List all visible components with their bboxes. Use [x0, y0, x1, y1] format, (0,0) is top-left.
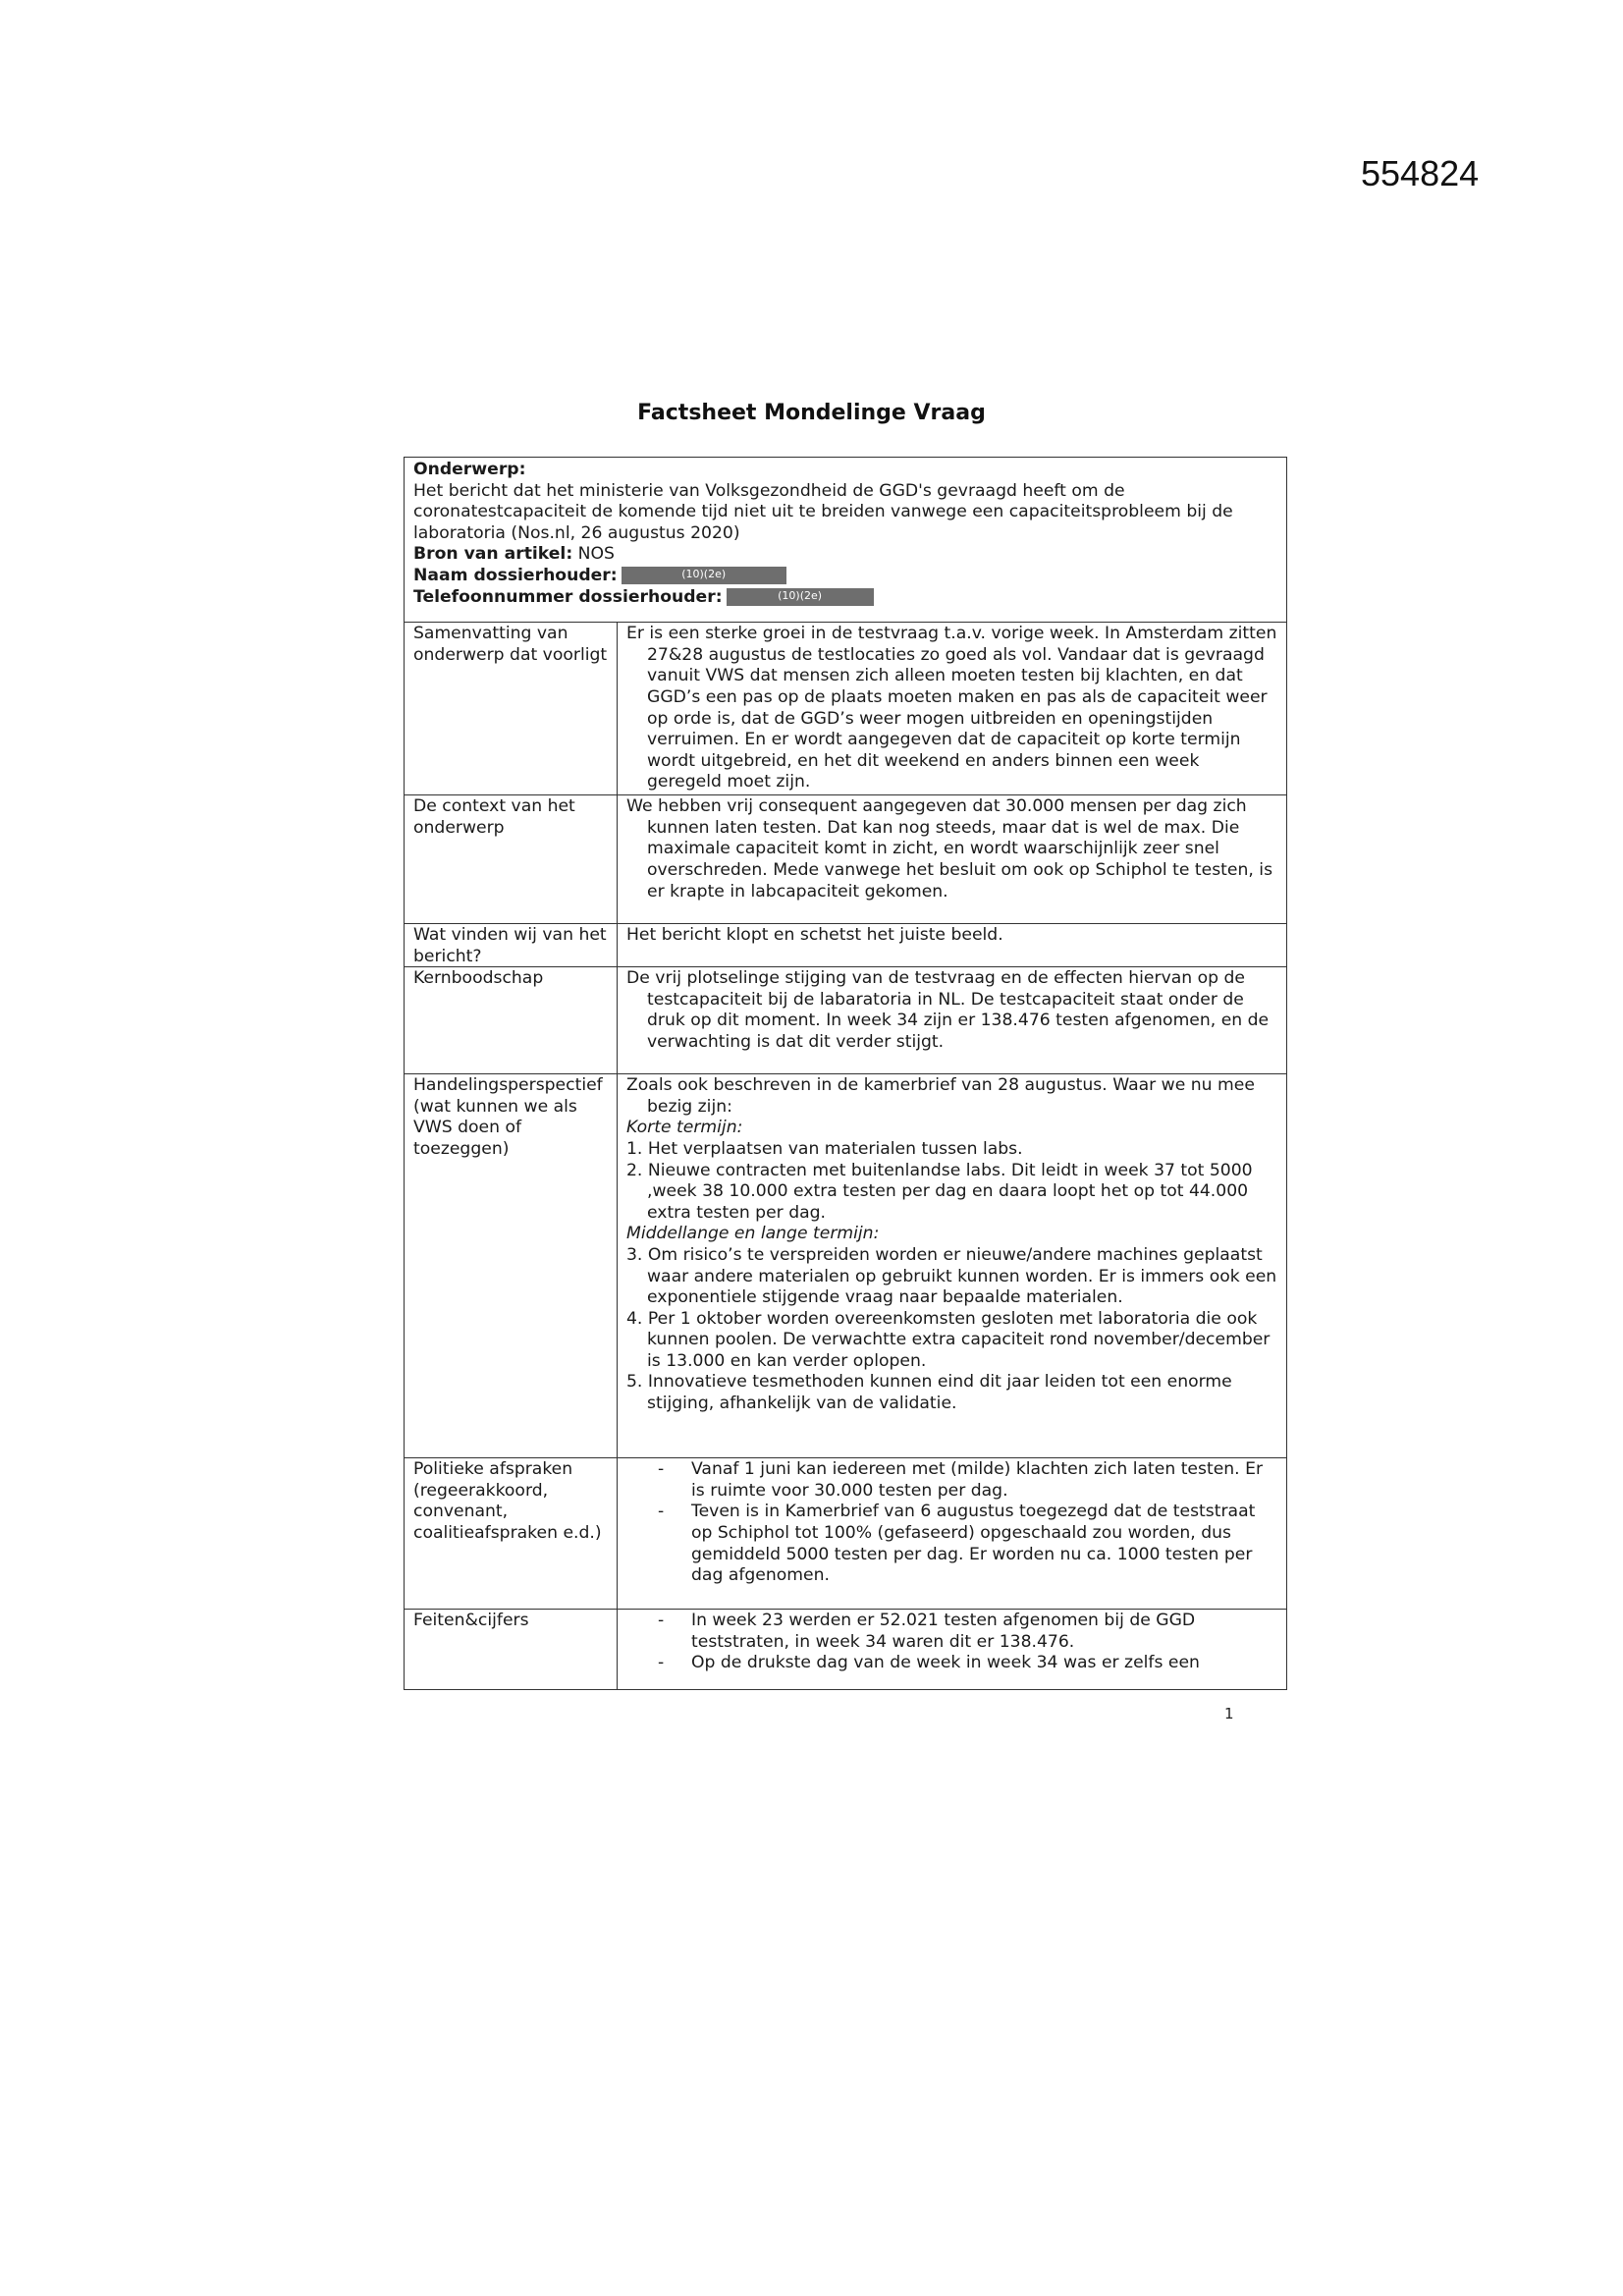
facts-list — [626, 1611, 1278, 1674]
row-context-content — [618, 795, 1286, 923]
short-term-heading: Korte termijn: — [626, 1118, 743, 1138]
politics-list — [626, 1459, 1278, 1587]
summary-text: Er is een sterke groei in de testvraag t.a.v. vorige week. In Amsterdam zitten 27&28 augustus de testlocaties zo goed als vol. Vandaar dat is gevraagd vanuit VWS dat mensen zich alleen moeten testen bij klachten, en dat GGD’s een pas op de plaats moeten maken en pas als de capaciteit weer op orde is, dat de GGD’s weer mogen uitbreiden en openingstijden verruimen. En er wordt aangegeven dat de capaciteit op korte termijn wordt uitgebreid, en het dit weekend en anders binnen een week geregeld moet zijn. — [626, 624, 1277, 793]
action-item-3: 3. Om risico’s te verspreiden worden er nieuwe/andere machines geplaatst waar andere materialen op gebruikt kunnen worden. Er is immers ook een exponentiele stijgende vraag naar bepaalde materialen. — [626, 1244, 1277, 1308]
row-summary-content — [618, 623, 1286, 794]
facts-item-1 — [650, 1611, 1278, 1653]
dash-bullet: - — [658, 1611, 665, 1631]
dash-bullet: - — [658, 1459, 665, 1480]
politics-item-2 — [650, 1502, 1278, 1586]
row-opinion-content — [618, 924, 1286, 966]
row-context — [405, 795, 1286, 924]
row-politics — [405, 1458, 1286, 1610]
action-item-1: 1. Het verplaatsen van materialen tussen labs. — [626, 1138, 1023, 1159]
phone-line — [413, 587, 1277, 609]
row-action-label: Handelingsperspectief (wat kunnen we als VWS doen of toezeggen) — [405, 1074, 618, 1457]
document-title — [0, 401, 1623, 425]
row-core-message — [405, 967, 1286, 1074]
row-action-content — [618, 1074, 1286, 1457]
politics-item-1-text: Vanaf 1 juni kan iedereen met (milde) klachten zich laten testen. Er is ruimte voor 30.000 testen per dag. — [691, 1459, 1264, 1501]
factsheet-table — [404, 457, 1287, 1690]
row-action — [405, 1074, 1286, 1458]
row-politics-content — [618, 1458, 1286, 1609]
facts-item-1-text: In week 23 werden er 52.021 testen afgenomen bij de GGD teststraten, in week 34 waren dit er 138.476. — [691, 1611, 1196, 1652]
row-summary — [405, 623, 1286, 795]
document-title-text: Factsheet Mondelinge Vraag — [637, 401, 986, 425]
phone-redaction: (10)(2e) — [727, 588, 874, 606]
row-politics-label: Politieke afspraken (regeerakkoord, convenant, coalitieafspraken e.d.) — [405, 1458, 618, 1609]
core-text: De vrij plotselinge stijging van de testvraag en de effecten hiervan op de testcapaciteit bij de labaratoria in NL. De testcapaciteit staat onder de druk op dit moment. In week 34 zijn er 138.476 testen afgenomen, en de verwachting is dat dit verder stijgt. — [626, 968, 1270, 1052]
source-line — [413, 544, 1277, 566]
row-facts-label: Feiten&cijfers — [405, 1610, 618, 1689]
action-item-4: 4. Per 1 oktober worden overeenkomsten gesloten met laboratoria die ook kunnen poolen. De verwachtte extra capaciteit rond november/december is 13.000 en kan verder oplopen. — [626, 1308, 1271, 1371]
subject-label: Onderwerp: — [413, 460, 526, 479]
facts-item-2-text: Op de drukste dag van de week in week 34 was er zelfs een — [691, 1653, 1200, 1673]
page-number: 1 — [1224, 1705, 1234, 1722]
subject-header — [405, 458, 1286, 623]
politics-item-1 — [650, 1459, 1278, 1502]
document-number: 554824 — [1361, 153, 1480, 193]
opinion-text: Het bericht klopt en schetst het juiste beeld. — [626, 925, 1003, 946]
context-text: We hebben vrij consequent aangegeven dat 30.000 mensen per dag zich kunnen laten testen. Dat kan nog steeds, maar dat is wel de max. Die maximale capaciteit komt in zicht, en wordt waarschijnlijk zeer snel overschreden. Mede vanwege het besluit om ook op Schiphol te testen, is er krapte in labcapaciteit gekomen. — [626, 796, 1273, 902]
facts-item-2 — [650, 1653, 1278, 1674]
row-opinion — [405, 924, 1286, 967]
row-core-label: Kernboodschap — [405, 967, 618, 1073]
dash-bullet: - — [658, 1653, 665, 1673]
owner-line — [413, 566, 1277, 587]
source-label: Bron van artikel: — [413, 544, 573, 565]
row-context-label: De context van het onderwerp — [405, 795, 618, 923]
row-opinion-label: Wat vinden wij van het bericht? — [405, 924, 618, 966]
action-intro: Zoals ook beschreven in de kamerbrief van 28 augustus. Waar we nu mee bezig zijn: — [626, 1075, 1255, 1117]
row-facts-content — [618, 1610, 1286, 1689]
source-value: NOS — [572, 544, 615, 565]
owner-label: Naam dossierhouder: — [413, 565, 618, 585]
long-term-heading: Middellange en lange termijn: — [626, 1224, 880, 1244]
owner-redaction: (10)(2e) — [622, 567, 786, 584]
action-item-2: 2. Nieuwe contracten met buitenlandse labs. Dit leidt in week 37 tot 5000 ,week 38 10.000 extra testen per dag en daara loopt het op tot 44.000 extra testen per dag. — [626, 1160, 1253, 1223]
row-core-content — [618, 967, 1286, 1073]
politics-item-2-text: Teven is in Kamerbrief van 6 augustus toegezegd dat de teststraat op Schiphol tot 100% (gefaseerd) opgeschaald zou worden, dus gemiddeld 5000 testen per dag. Er worden nu ca. 1000 testen per dag afgenomen. — [691, 1502, 1256, 1586]
row-facts — [405, 1610, 1286, 1689]
dash-bullet: - — [658, 1502, 665, 1522]
action-item-5: 5. Innovatieve tesmethoden kunnen eind dit jaar leiden tot een enorme stijging, afhankelijk van de validatie. — [626, 1372, 1232, 1414]
row-summary-label: Samenvatting van onderwerp dat voorligt — [405, 623, 618, 794]
subject-text: Het bericht dat het ministerie van Volksgezondheid de GGD's gevraagd heeft om de coronatestcapaciteit de komende tijd niet uit te breiden vanwege een capaciteitsprobleem bij de laboratoria (Nos.nl, 26 augustus 2020) — [413, 480, 1233, 543]
phone-label: Telefoonnummer dossierhouder: — [413, 586, 723, 607]
